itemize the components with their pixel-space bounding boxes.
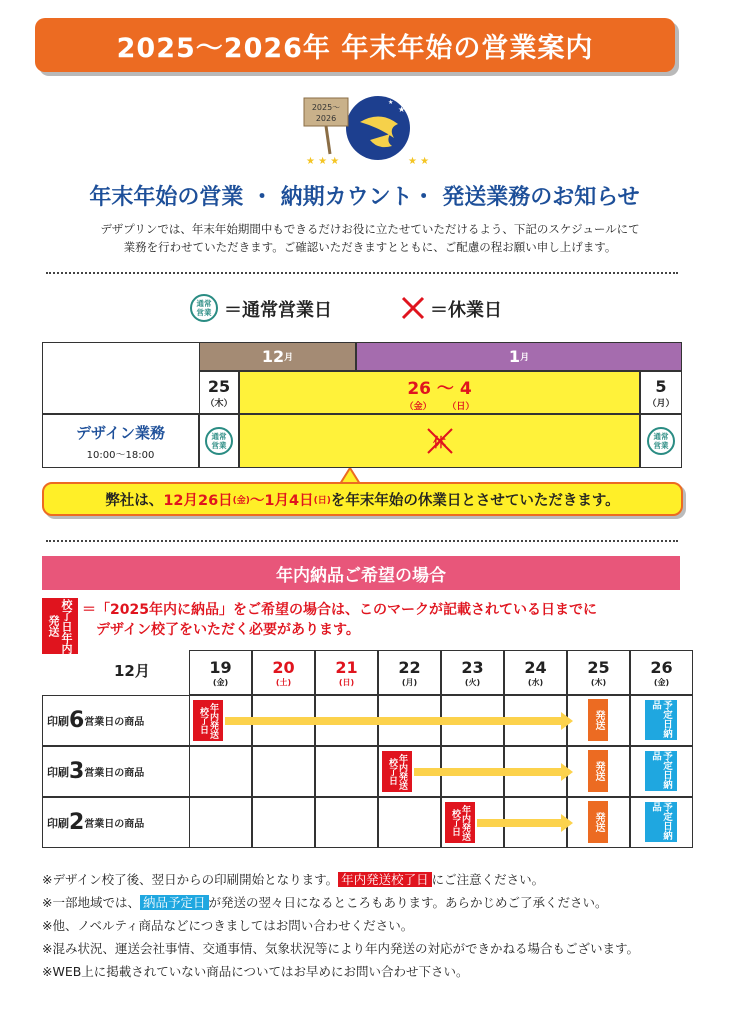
- svg-text:★: ★: [398, 105, 406, 114]
- progress-arrow: [477, 819, 561, 827]
- mark-label: 校了日年内発送: [42, 598, 78, 654]
- logo-sign-1: 2025〜: [311, 103, 341, 112]
- open-day-badge-icon: 通常 営業: [205, 427, 233, 455]
- open-day-badge-icon: 通常 営業: [190, 294, 218, 322]
- closed-day-x-icon: [400, 295, 426, 321]
- ship-badge: 発送: [588, 750, 608, 792]
- page-title: 2025〜2026年 年末年始の営業案内: [35, 18, 675, 72]
- intro-line-2: 業務を行わせていただきます。ご確認いただきますとともに、ご配慮の程お願い申し上げます。: [123, 240, 617, 254]
- ship-badge: 発送: [588, 699, 608, 741]
- calendar-cell: [315, 797, 378, 848]
- calendar-day-26: 26 (金): [630, 650, 693, 695]
- cell-open-25: [199, 414, 239, 468]
- calendar-row-label: 印刷 2 営業日の商品: [42, 797, 189, 848]
- calendar-day-21: 21 (日): [315, 650, 378, 695]
- new-year-logo: [300, 92, 440, 172]
- calendar-cell: [252, 797, 315, 848]
- divider: [46, 540, 678, 542]
- headline: 年末年始の営業 ・ 納期カウント・ 発送業務のお知らせ: [89, 185, 640, 210]
- deadline-mark: 年内発送校了日: [193, 700, 223, 741]
- calendar-day-25: 25 (木): [567, 650, 630, 695]
- calendar-cell: [252, 746, 315, 797]
- calendar-month-label: 12月: [114, 662, 150, 680]
- note-4: ※混み状況、運送会社事情、交通事情、気象状況等により年内発送の対応ができかねる場合もございます。: [42, 941, 639, 956]
- intro-line-1: デザプリンでは、年末年始期間中もできるだけお役に立たせていただけるよう、下記のスケジュールにて: [100, 222, 640, 236]
- note-5: ※WEB上に掲載されていない商品についてはお早めにお問い合わせ下さい。: [42, 964, 469, 979]
- calendar-day-19: 19 (金): [189, 650, 252, 695]
- legend-closed-text: ＝休業日: [430, 300, 502, 321]
- calendar-cell: [378, 797, 441, 848]
- svg-text:★ ★ ★: ★ ★ ★: [306, 156, 340, 167]
- svg-text:★ ★: ★ ★: [408, 156, 430, 167]
- day-25: 25 （木）: [199, 371, 239, 414]
- day-5: 5 （月）: [640, 371, 682, 414]
- cell-closed-range: 休: [239, 414, 640, 468]
- svg-text:★: ★: [388, 99, 394, 106]
- calendar-cell: [315, 746, 378, 797]
- calendar-day-23: 23 (火): [441, 650, 504, 695]
- section-title: 年内納品ご希望の場合: [42, 556, 680, 590]
- arrow-head-icon: [561, 763, 573, 781]
- month-header-dec: 12 月: [199, 342, 356, 371]
- closed-x-icon: [425, 426, 455, 456]
- table-corner: [42, 342, 199, 414]
- month-header-jan: 1 月: [356, 342, 682, 371]
- ship-badge: 発送: [588, 801, 608, 843]
- deadline-mark: 年内発送校了日: [382, 751, 412, 792]
- business-schedule-table: [42, 342, 682, 468]
- row-label-design: デザイン業務 10:00〜18:00: [42, 414, 199, 468]
- note-3: ※他、ノベルティ商品などにつきましてはお問い合わせください。: [42, 918, 414, 933]
- intro-text: [70, 220, 670, 256]
- day-range-closed: 26 〜 4 （金） （日）: [239, 371, 640, 414]
- arrow-head-icon: [561, 712, 573, 730]
- calendar-day-24: 24 (水): [504, 650, 567, 695]
- delivery-badge: 予定日納品: [645, 700, 677, 740]
- calendar-day-22: 22 (月): [378, 650, 441, 695]
- divider: [46, 272, 678, 274]
- cell-open-5: [640, 414, 682, 468]
- mark-description: ＝「2025年内に納品」をご希望の場合は、このマークが記載されている日までに デザイン校了をいただく必要があります。: [82, 602, 597, 638]
- calendar-cell: [189, 746, 252, 797]
- open-day-badge-icon: 通常 営業: [647, 427, 675, 455]
- legend-open-text: ＝通常営業日: [224, 300, 332, 321]
- progress-arrow: [414, 768, 561, 776]
- delivery-badge: 予定日納品: [645, 802, 677, 842]
- delivery-badge: 予定日納品: [645, 751, 677, 791]
- arrow-head-icon: [561, 814, 573, 832]
- calendar-row-label: 印刷 3 営業日の商品: [42, 746, 189, 797]
- delivery-calendar: [42, 650, 682, 848]
- logo-sign-2: 2026: [315, 114, 337, 123]
- calendar-cell: [189, 797, 252, 848]
- progress-arrow: [225, 717, 561, 725]
- calendar-row-label: 印刷 6 営業日の商品: [42, 695, 189, 746]
- calendar-day-20: 20 (土): [252, 650, 315, 695]
- holiday-notice: 弊社は、 12月26日 (金) 〜1月4日 (日) を年末年始の休業日とさせていただきます。: [42, 482, 683, 516]
- deadline-mark: 年内発送校了日: [445, 802, 475, 843]
- note-2: ※一部地域では、 納品予定日 が発送の翌々日になるところもあります。あらかじめご了承ください。: [42, 895, 608, 910]
- note-1: ※デザイン校了後、翌日からの印刷開始となります。 年内発送校了日 にご注意ください。: [42, 872, 545, 887]
